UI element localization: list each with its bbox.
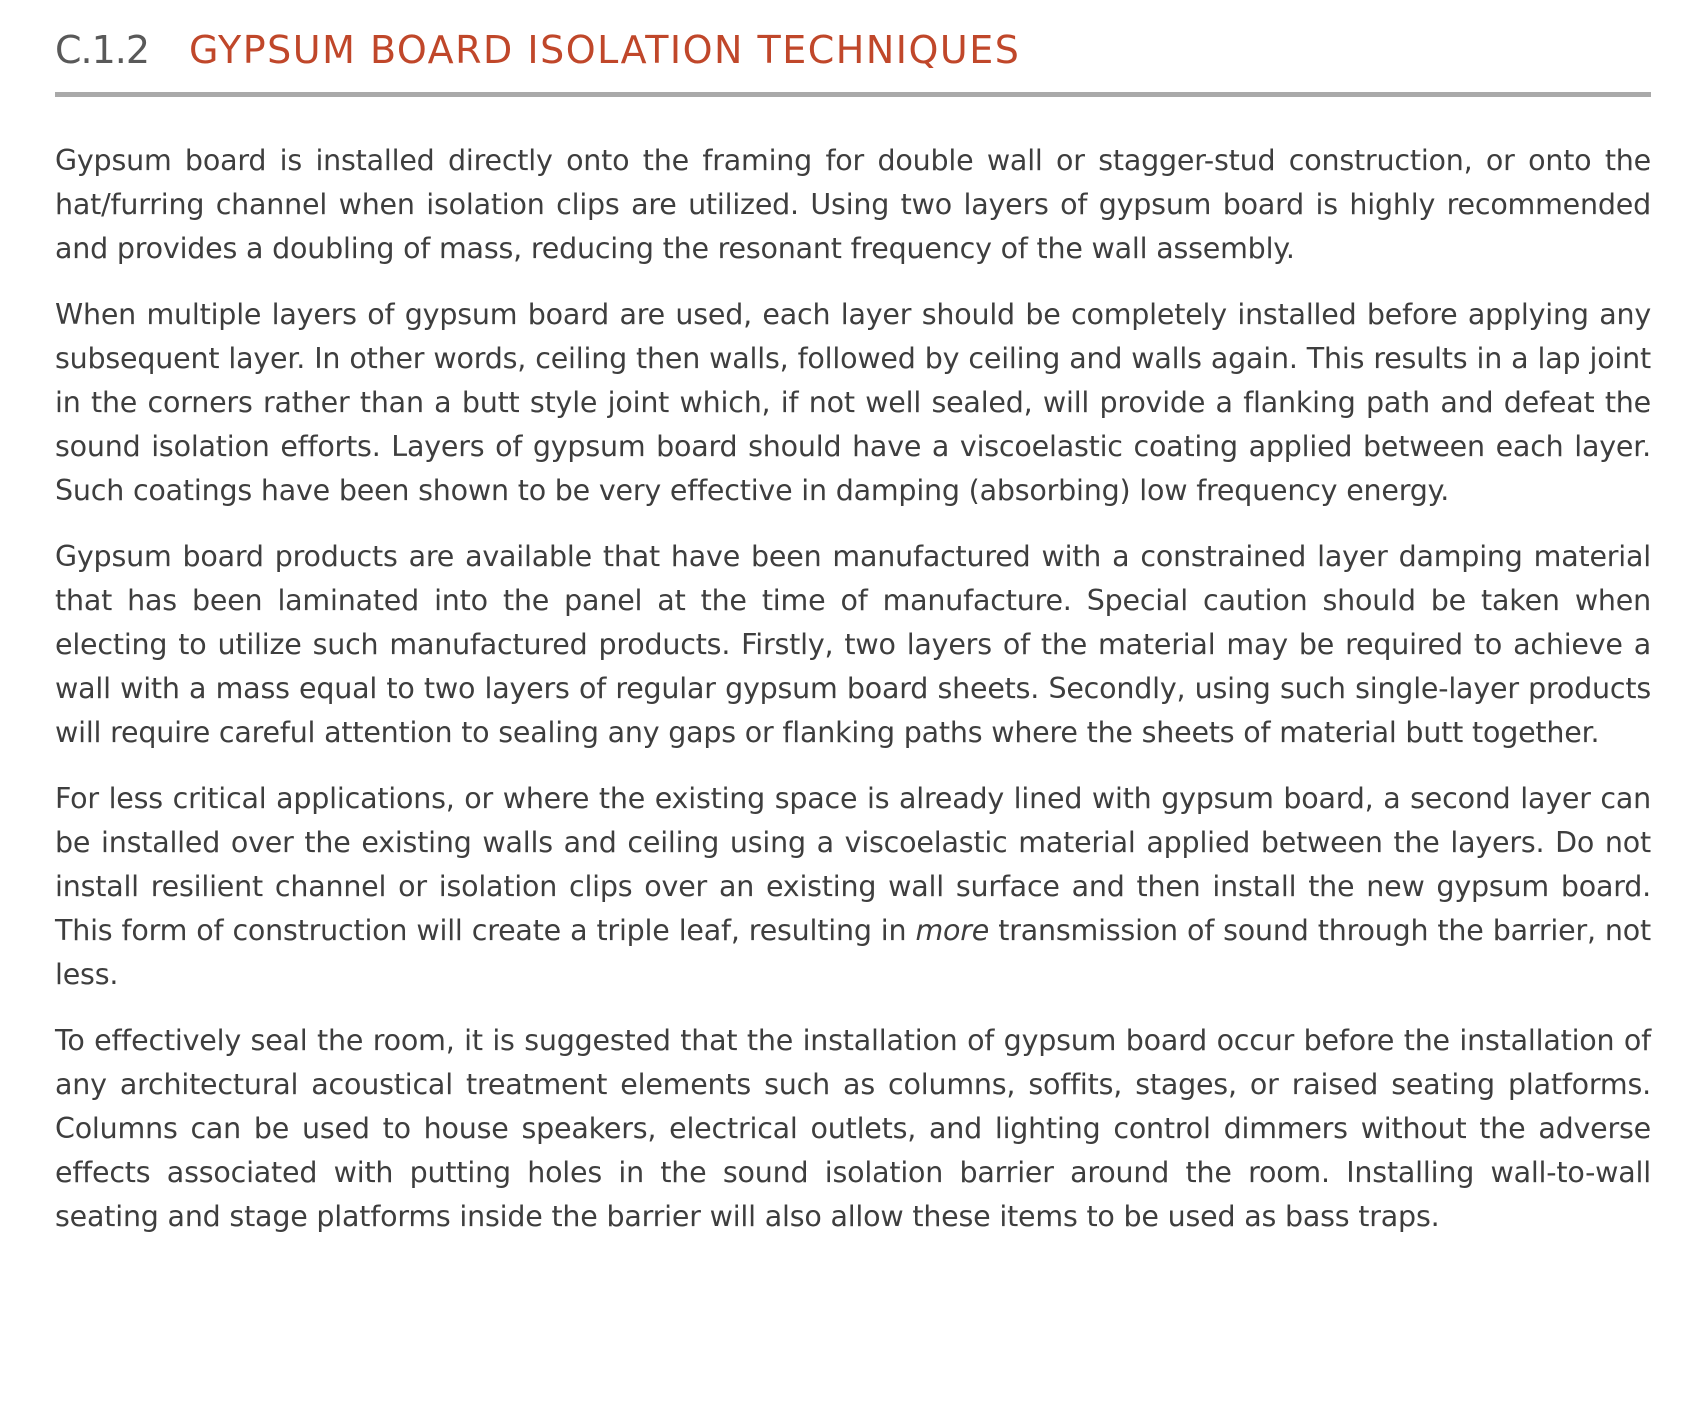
paragraph-5: To effectively seal the room, it is suggested that the installation of gypsum board occur before the installation of any architectural acoustical treatment elements such as columns, soffits, stages, or raised seating platforms. Columns can be used to house speakers, electrical outlets, and lighting control dimmers without the adverse effects associated with putting holes in the sound isolation barrier around the room. Installing wall-to-wall seating and stage platforms inside the barrier will also allow these items to be used as bass traps. (55, 1023, 1651, 1234)
heading-rule (55, 92, 1651, 97)
paragraph-4-text-after: transmission of sound through the barrier, not less. (55, 914, 1651, 992)
section-number: C.1.2 (55, 28, 150, 72)
paragraph-4-text-before: For less critical applications, or where the existing space is already lined with gypsum board, a second layer can be installed over the existing walls and ceiling using a viscoelastic material applied between the layers. Do not install resilient channel or isolation clips over an existing wall surface and then install the new gypsum board. This form of construction will create a triple leaf, resulting in (55, 781, 1651, 948)
section-heading (55, 28, 1651, 90)
paragraph-1: Gypsum board is installed directly onto the framing for double wall or stagger-stud construction, or onto the hat/furring channel when isolation clips are utilized. Using two layers of gypsum board is highly recommended and provides a doubling of mass, reducing the resonant frequency of the wall assembly. (55, 144, 1651, 266)
paragraph-3: Gypsum board products are available that have been manufactured with a constrained layer damping material that has been laminated into the panel at the time of manufacture. Special caution should be taken when electing to utilize such manufactured products. Firstly, two layers of the material may be required to achieve a wall with a mass equal to two layers of regular gypsum board sheets. Secondly, using such single-layer products will require careful attention to sealing any gaps or flanking paths where the sheets of material butt together. (55, 539, 1651, 750)
section-title: GYPSUM BOARD ISOLATION TECHNIQUES (189, 28, 1021, 72)
paragraph-4-emphasis: more (915, 914, 990, 948)
paragraph-4 (55, 777, 1651, 998)
paragraph-2: When multiple layers of gypsum board are used, each layer should be completely installed before applying any subsequent layer. In other words, ceiling then walls, followed by ceiling and walls again. This results in a lap joint in the corners rather than a butt style joint which, if not well sealed, will provide a flanking path and defeat the sound isolation efforts. Layers of gypsum board should have a viscoelastic coating applied between each layer. Such coatings have been shown to be very effective in damping (absorbing) low frequency energy. (55, 297, 1651, 508)
document-page (55, 28, 1651, 1261)
